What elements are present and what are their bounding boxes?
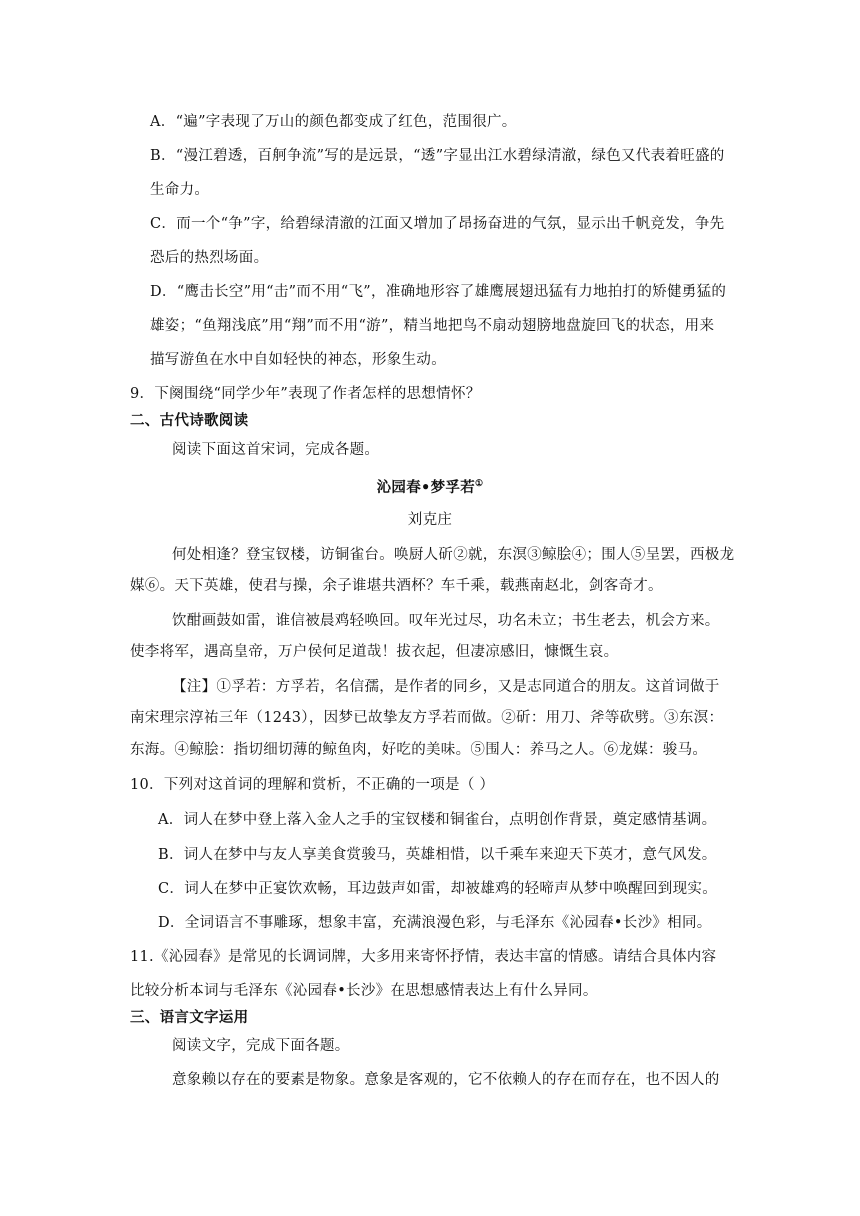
section-2-heading: 二、古代诗歌阅读 — [130, 412, 249, 429]
poem-note-line: 南宋理宗淳祐三年（1243），因梦已故挚友方孚若而做。②斫：用刀、斧等砍劈。③东溟： — [130, 710, 724, 726]
question-9: 9．下阕围绕“同学少年”表现了作者怎样的思想情怀？ — [130, 386, 481, 402]
section-3-heading: 三、语言文字运用 — [130, 1009, 249, 1026]
q8-option-c-line1: C．而一个“争”字，给碧绿清澈的江面又增加了昂扬奋进的气氛，显示出千帆竞发，争先 — [150, 216, 725, 232]
q10-option-c: C．词人在梦中正宴饮欢畅，耳边鼓声如雷，却被雄鸡的轻啼声从梦中唤醒回到现实。 — [158, 881, 717, 897]
question-10: 10．下列对这首词的理解和赏析，不正确的一项是（ ） — [130, 777, 495, 793]
section-3-intro: 阅读文字，完成下面各题。 — [172, 1038, 350, 1054]
poem-line: 媒⑥。天下英雄，使君与操，余子谁堪共酒杯？车千乘，载燕南赵北，剑客奇才。 — [130, 578, 663, 594]
poem-line: 何处相逢？登宝钗楼，访铜雀台。唤厨人斫②就，东溟③鲸脍④；围人⑤呈罢，西极龙 — [172, 547, 735, 563]
poem-title-text: 沁园春•梦孚若 — [376, 478, 475, 496]
poem-note-line: 东海。④鲸脍：指切细切薄的鲸鱼肉，好吃的美味。⑤围人：养马之人。⑥龙媒：骏马。 — [130, 742, 708, 758]
poem-title-footnote: ① — [475, 479, 484, 489]
q10-option-d: D．全词语言不事雕琢，想象丰富，充满浪漫色彩，与毛泽东《沁园春•长沙》相同。 — [158, 915, 712, 931]
poem-author: 刘克庄 — [407, 512, 453, 528]
question-11-line1: 11.《沁园春》是常见的长调词牌，大多用来寄怀抒情，表达丰富的情感。请结合具体内容 — [130, 949, 717, 965]
q8-option-d-line1: D．“鹰击长空”用“击”而不用“飞”，准确地形容了雄鹰展翅迅猛有力地拍打的矫健勇猛的 — [150, 284, 727, 300]
poem-line: 饮酣画鼓如雷，谁信被晨鸡轻唤回。叹年光过尽，功名未立；书生老去，机会方来。 — [172, 613, 720, 629]
poem-line: 使李将军，遇高皇帝，万户侯何足道哉！拔衣起，但凄凉感旧，慷慨生哀。 — [130, 644, 619, 660]
q8-option-d-line3: 描写游鱼在水中自如轻快的神态，形象生动。 — [150, 352, 446, 368]
q10-option-a: A．词人在梦中登上落入金人之手的宝钗楼和铜雀台，点明创作背景，奠定感情基调。 — [158, 812, 717, 828]
question-11-line2: 比较分析本词与毛泽东《沁园春•长沙》在思想感情表达上有什么异同。 — [130, 983, 598, 999]
q8-option-b-line2: 生命力。 — [150, 182, 210, 198]
section-3-paragraph: 意象赖以存在的要素是物象。意象是客观的，它不依赖人的存在而存在，也不因人的 — [172, 1072, 720, 1088]
q10-option-b: B．词人在梦中与友人享美食赏骏马，英雄相惜，以千乘车来迎天下英才，意气风发。 — [158, 847, 717, 863]
q8-option-b-line1: B．“漫江碧透，百舸争流”写的是远景，“透”字显出江水碧绿清澈，绿色又代表着旺盛的 — [150, 148, 725, 164]
q8-option-a: A．“遍”字表现了万山的颜色都变成了红色，范围很广。 — [150, 114, 517, 130]
q8-option-d-line2: 雄姿；“鱼翔浅底”用“翔”而不用“游”，精当地把鸟不扇动翅膀地盘旋回飞的状态，用来 — [150, 318, 715, 334]
poem-title — [0, 474, 860, 498]
section-2-intro: 阅读下面这首宋词，完成各题。 — [172, 442, 380, 458]
poem-note-line: 【注】①孚若：方孚若，名信孺，是作者的同乡，又是志同道合的朋友。这首词做于 — [172, 679, 720, 695]
q8-option-c-line2: 恐后的热烈场面。 — [150, 250, 269, 266]
